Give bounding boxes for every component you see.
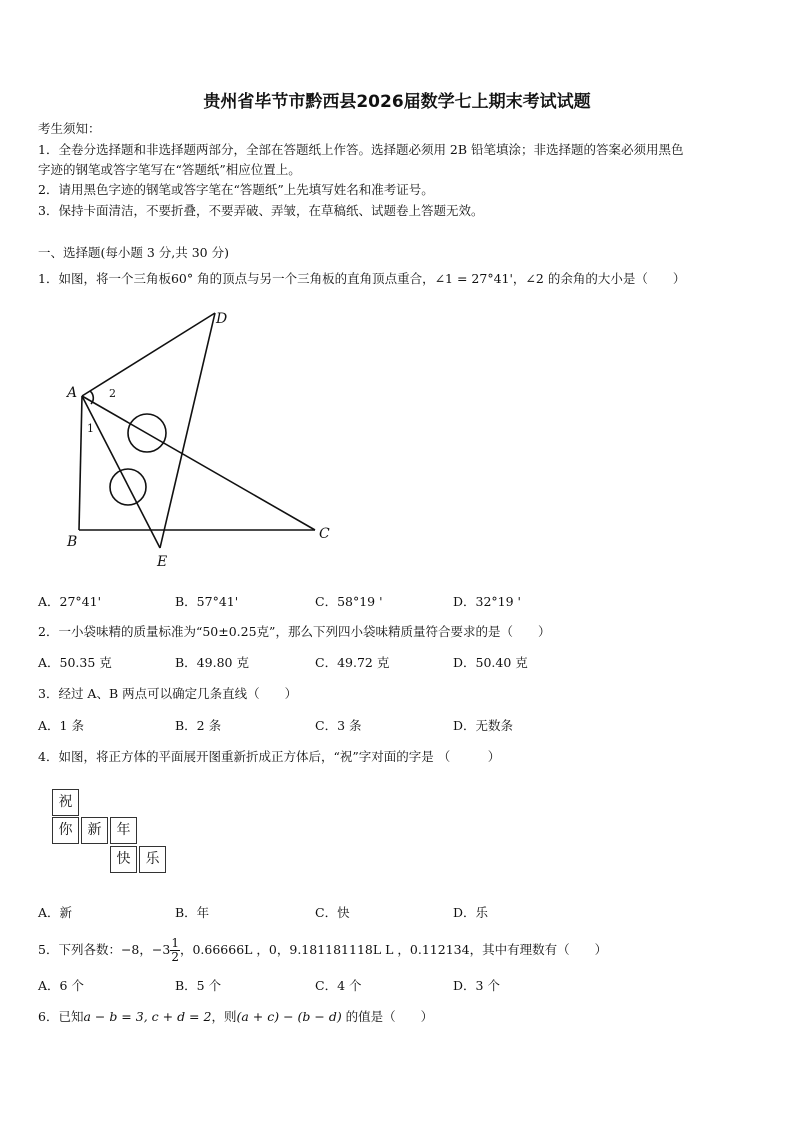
label-B: B	[67, 534, 78, 550]
q3-option-a: A．1 条	[38, 718, 84, 733]
q1-figure	[60, 300, 350, 580]
net-cell-le: 乐	[139, 846, 166, 873]
q6-expr-target: (a + c) − (b − d)	[236, 1009, 342, 1024]
q5-stem-pre: 5．下列各数：−8，−3	[38, 942, 171, 957]
q1-option-c: C．58°19 '	[315, 594, 383, 609]
q1-option-d: D．32°19 '	[453, 594, 521, 609]
q5-option-b: B．5 个	[175, 978, 222, 993]
q1-option-b: B．57°41'	[175, 594, 239, 609]
q6-stem	[38, 1009, 433, 1025]
q2-option-b: B．49.80 克	[175, 655, 249, 670]
q4-option-a: A．新	[38, 905, 73, 920]
notice-item-3: 3．保持卡面清洁，不要折叠，不要弄破、弄皱，在草稿纸、试题卷上答题无效。	[38, 203, 484, 218]
q1-stem: 1．如图，将一个三角板60° 角的顶点与另一个三角板的直角顶点重合，∠1 = 27°41'，∠2 的余角的大小是（ ）	[38, 271, 686, 286]
q4-option-d: D．乐	[453, 905, 489, 920]
net-cell-kuai: 快	[110, 846, 137, 873]
q5-frac-den: 2	[171, 949, 179, 964]
q5-option-d: D．3 个	[453, 978, 500, 993]
q2-option-c: C．49.72 克	[315, 655, 390, 670]
q5-option-a: A．6 个	[38, 978, 84, 993]
q5-stem-post: ，0.66666L ，0，9.181181118L L ，0.112134，其中有理数有（ ）	[179, 942, 608, 957]
label-angle-1: 1	[87, 422, 94, 435]
q3-option-c: C．3 条	[315, 718, 362, 733]
label-E: E	[157, 554, 168, 570]
q4-option-b: B．年	[175, 905, 210, 920]
q5-stem	[38, 933, 607, 967]
page-title: 贵州省毕节市黔西县2026届数学七上期末考试试题	[203, 92, 591, 112]
q3-stem: 3．经过 A、B 两点可以确定几条直线（ ）	[38, 686, 298, 701]
notice-item-1: 1．全卷分选择题和非选择题两部分，全部在答题纸上作答。选择题必须用 2B 铅笔填涂；非选择题的答案必须用黑色	[38, 142, 684, 157]
q6-expr-given: a − b = 3, c + d = 2	[83, 1009, 212, 1024]
q4-option-c: C．快	[315, 905, 350, 920]
label-A: A	[67, 385, 78, 401]
q2-option-d: D．50.40 克	[453, 655, 528, 670]
q1-option-a: A．27°41'	[38, 594, 102, 609]
q6-stem-mid: ，则	[211, 1009, 237, 1024]
q5-frac-num: 1	[171, 935, 179, 950]
net-cell-ni: 你	[52, 817, 79, 844]
label-C: C	[319, 526, 330, 542]
q6-stem-post: 的值是（ ）	[341, 1009, 434, 1024]
section-heading: 一、选择题(每小题 3 分,共 30 分)	[38, 245, 229, 260]
q5-fraction	[170, 937, 180, 964]
q2-stem: 2．一小袋味精的质量标准为“50±0.25克”，那么下列四小袋味精质量符合要求的是（ ）	[38, 624, 551, 639]
q6-stem-pre: 6．已知	[38, 1009, 84, 1024]
notice-item-1-cont: 字迹的钢笔或答字笔写在“答题纸”相应位置上。	[38, 162, 301, 177]
net-cell-nian: 年	[110, 817, 137, 844]
q3-option-d: D．无数条	[453, 718, 514, 733]
notice-heading: 考生须知：	[38, 121, 101, 136]
q2-option-a: A．50.35 克	[38, 655, 112, 670]
q5-option-c: C．4 个	[315, 978, 362, 993]
net-cell-zhu: 祝	[52, 789, 79, 816]
q3-option-b: B．2 条	[175, 718, 222, 733]
q4-stem: 4．如图，将正方体的平面展开图重新折成正方体后，“祝”字对面的字是 （ ）	[38, 749, 501, 764]
notice-item-2: 2．请用黑色字迹的钢笔或答字笔在“答题纸”上先填写姓名和准考证号。	[38, 182, 434, 197]
net-cell-xin: 新	[81, 817, 108, 844]
label-angle-2: 2	[109, 387, 116, 400]
label-D: D	[216, 311, 228, 327]
